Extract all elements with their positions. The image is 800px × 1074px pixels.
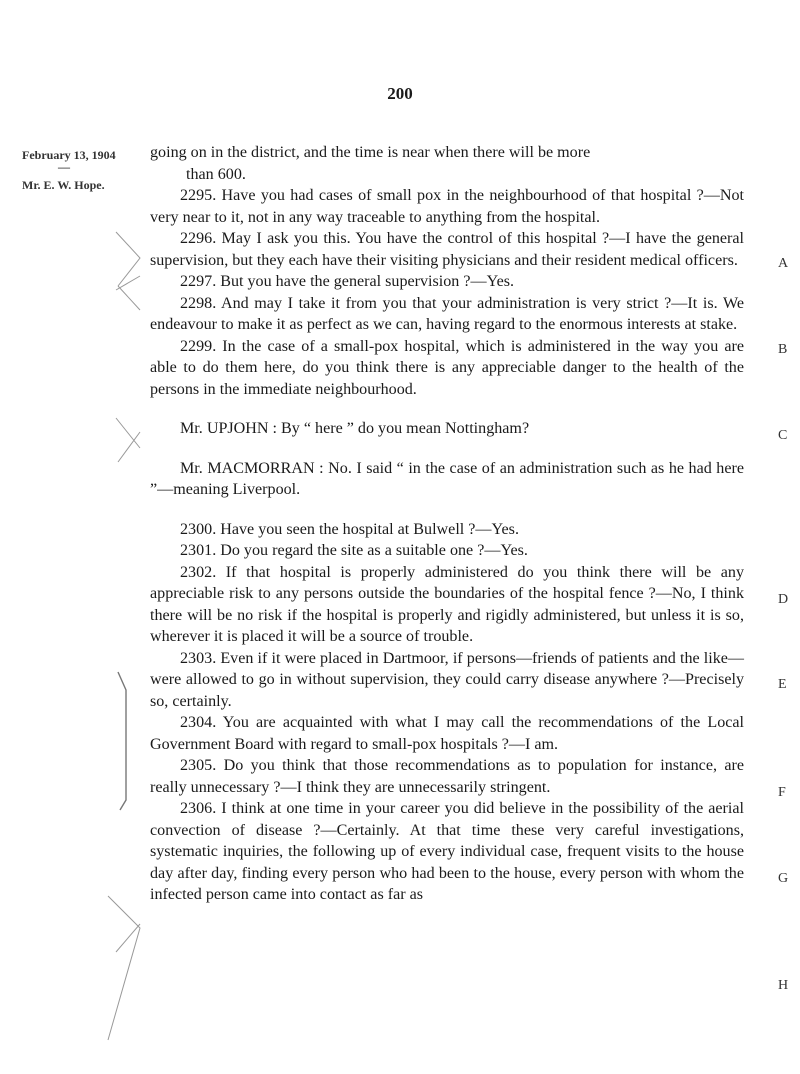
margin-witness: Mr. E. W. Hope. (22, 178, 105, 192)
question-2304: 2304. You are acquainted with what I may call the recommendations of the Local Government Board with regard to small-pox hospitals ?—I am. (150, 714, 744, 753)
line-letter-f: F (778, 785, 786, 800)
line-letter-e: E (778, 677, 787, 692)
question-2298: 2298. And may I take it from you that your administration is very strict ?—It is. We endeavour to make it as perfect as we can, having regard to the enormous interests at stake. (150, 294, 744, 333)
page-number: 200 (387, 84, 413, 103)
question-2302: 2302. If that hospital is properly administered do you think there will be any appreciable risk to any persons outside the boundaries of the hospital fence ?—No, I think there will be no risk if the hospital is properly and rigidly administered, but unless it is so, wherever it is placed it will be a source of trouble. (150, 563, 744, 645)
question-2300: 2300. Have you seen the hospital at Bulwell ?—Yes. (180, 520, 519, 538)
paragraph-continuation: going on in the district, and the time is near when there will be more (150, 144, 591, 161)
speaker-upjohn: Mr. UPJOHN : By “ here ” do you mean Nottingham? (180, 420, 530, 437)
margin-dash: — (58, 160, 70, 174)
question-2299: 2299. In the case of a small-pox hospital, which is administered in the way you are able to do them here, do you think there is any appreciable danger to the health of the persons in the immediate neighbourhood. (150, 337, 744, 398)
line-letter-g: G (778, 871, 789, 886)
question-2301: 2301. Do you regard the site as a suitable one ?—Yes. (180, 542, 528, 559)
question-2305: 2305. Do you think that those recommendations as to population for instance, are really unnecessary ?—I think they are unnecessarily stringent. (150, 757, 744, 796)
question-2297: 2297. But you have the general supervision ?—Yes. (180, 273, 515, 290)
line-letter-h: H (778, 978, 789, 993)
line-letter-b: B (778, 342, 788, 357)
line-letter-c: C (778, 428, 788, 443)
line-letter-a: A (778, 256, 789, 271)
speaker-macmorran: Mr. MACMORRAN : No. I said “ in the case of an administration such as he had here ”—meaning Liverpool. (150, 459, 744, 498)
line-letter-d: D (778, 592, 789, 607)
body-text (150, 142, 744, 906)
question-2303: 2303. Even if it were placed in Dartmoor, if persons—friends of patients and the like—were allowed to go in without supervision, they could carry disease anywhere ?—Precisely so, certainly. (150, 649, 744, 710)
margin-date: February 13, 1904 (22, 148, 116, 162)
question-2296: 2296. May I ask you this. You have the control of this hospital ?—I have the general supervision, but they each have their visiting physicians and their resident medical officers. (150, 230, 744, 269)
question-2306: 2306. I think at one time in your career you did believe in the possibility of the aerial convection of disease ?—Certainly. At that time these very careful investigations, systematic inquiries, the following up of every individual case, frequent visits to the house day after day, finding every person who had been to the house, every person with whom the infected person came into contact as far as (150, 800, 744, 903)
paragraph-continuation-2: than 600. (186, 165, 246, 183)
question-2295: 2295. Have you had cases of small pox in the neighbourhood of that hospital ?—Not very near to it, not in any way traceable to anything from the hospital. (150, 187, 744, 226)
